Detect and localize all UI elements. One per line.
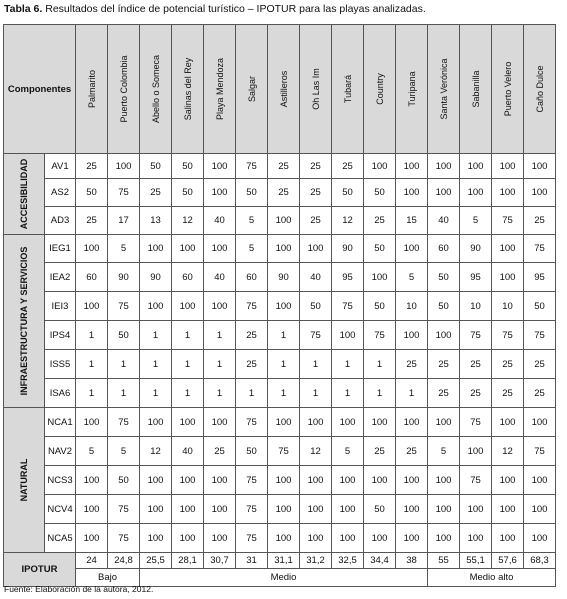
value-cell: 100 [492, 235, 524, 263]
row-code: NCV4 [45, 495, 76, 524]
value-cell: 60 [428, 235, 460, 263]
table-row [4, 408, 556, 437]
value-cell: 90 [332, 235, 364, 263]
value-cell: 12 [140, 437, 172, 466]
row-code: AV1 [45, 154, 76, 179]
value-cell: 5 [396, 263, 428, 292]
value-cell: 5 [236, 235, 268, 263]
value-cell: 25 [300, 207, 332, 235]
value-cell: 75 [300, 321, 332, 350]
value-cell: 100 [396, 408, 428, 437]
value-cell: 100 [332, 466, 364, 495]
value-cell: 100 [396, 321, 428, 350]
row-code: IEG1 [45, 235, 76, 263]
value-cell: 100 [76, 292, 108, 321]
value-cell: 50 [236, 179, 268, 207]
value-cell: 50 [364, 292, 396, 321]
value-cell: 1 [140, 379, 172, 408]
value-cell: 75 [236, 495, 268, 524]
value-cell: 10 [396, 292, 428, 321]
value-cell: 100 [332, 321, 364, 350]
beach-header: Country [364, 25, 396, 154]
value-cell: 1 [300, 379, 332, 408]
components-header: Componentes [4, 25, 76, 154]
value-cell: 25 [428, 350, 460, 379]
value-cell: 100 [300, 408, 332, 437]
ipotur-value: 24 [76, 553, 108, 569]
value-cell: 100 [460, 495, 492, 524]
table-caption [4, 3, 426, 15]
value-cell: 50 [172, 154, 204, 179]
value-cell: 50 [108, 321, 140, 350]
value-cell: 1 [172, 379, 204, 408]
value-cell: 100 [268, 466, 300, 495]
beach-header: Caño Dulce [524, 25, 556, 154]
value-cell: 50 [364, 179, 396, 207]
value-cell: 25 [76, 207, 108, 235]
value-cell: 1 [76, 350, 108, 379]
value-cell: 50 [236, 437, 268, 466]
value-cell: 5 [76, 437, 108, 466]
value-cell: 25 [524, 207, 556, 235]
value-cell: 12 [300, 437, 332, 466]
value-cell: 100 [396, 466, 428, 495]
value-cell: 100 [460, 154, 492, 179]
value-cell: 25 [268, 154, 300, 179]
value-cell: 100 [76, 466, 108, 495]
value-cell: 100 [428, 495, 460, 524]
value-cell: 100 [428, 408, 460, 437]
value-cell: 10 [492, 292, 524, 321]
value-cell: 75 [460, 408, 492, 437]
value-cell: 100 [428, 321, 460, 350]
ipotur-value: 31 [236, 553, 268, 569]
value-cell: 75 [492, 207, 524, 235]
value-cell: 100 [492, 466, 524, 495]
table-row [4, 154, 556, 179]
value-cell: 100 [140, 235, 172, 263]
value-cell: 100 [428, 524, 460, 553]
value-cell: 1 [300, 350, 332, 379]
value-cell: 75 [236, 466, 268, 495]
value-cell: 1 [204, 379, 236, 408]
value-cell: 75 [268, 437, 300, 466]
category-infraestructura: INFRAESTRUCTURA Y SERVICIOS [4, 235, 45, 408]
value-cell: 95 [460, 263, 492, 292]
value-cell: 25 [428, 379, 460, 408]
value-cell: 50 [364, 495, 396, 524]
value-cell: 75 [524, 437, 556, 466]
value-cell: 100 [204, 495, 236, 524]
value-cell: 100 [76, 495, 108, 524]
ipotur-value: 34,4 [364, 553, 396, 569]
beach-header: Tubará [332, 25, 364, 154]
value-cell: 1 [204, 350, 236, 379]
ipotur-value: 30,7 [204, 553, 236, 569]
value-cell: 100 [332, 524, 364, 553]
source-note: Fuente: Elaboración de la autora, 2012. [4, 584, 154, 594]
value-cell: 40 [204, 263, 236, 292]
beach-header: Astilleros [268, 25, 300, 154]
value-cell: 25 [364, 207, 396, 235]
ipotur-value: 28,1 [172, 553, 204, 569]
value-cell: 1 [172, 321, 204, 350]
value-cell: 75 [460, 321, 492, 350]
value-cell: 25 [460, 350, 492, 379]
row-code: ISA6 [45, 379, 76, 408]
value-cell: 100 [492, 408, 524, 437]
beach-header: Oh Las Im [300, 25, 332, 154]
value-cell: 25 [364, 437, 396, 466]
value-cell: 100 [396, 495, 428, 524]
value-cell: 75 [492, 321, 524, 350]
value-cell: 50 [364, 235, 396, 263]
value-cell: 60 [172, 263, 204, 292]
value-cell: 100 [204, 292, 236, 321]
ipotur-value: 31,1 [268, 553, 300, 569]
value-cell: 12 [172, 207, 204, 235]
value-cell: 100 [268, 207, 300, 235]
row-code: AD3 [45, 207, 76, 235]
value-cell: 100 [204, 524, 236, 553]
value-cell: 100 [396, 179, 428, 207]
value-cell: 100 [76, 235, 108, 263]
value-cell: 25 [236, 321, 268, 350]
value-cell: 100 [524, 495, 556, 524]
table-row [4, 437, 556, 466]
value-cell: 100 [204, 466, 236, 495]
ipotur-value: 55,1 [460, 553, 492, 569]
value-cell: 5 [332, 437, 364, 466]
value-cell: 75 [460, 466, 492, 495]
table-row [4, 207, 556, 235]
ipotur-table [3, 24, 556, 587]
value-cell: 100 [524, 179, 556, 207]
ipotur-row [4, 553, 556, 569]
ipotur-value: 57,6 [492, 553, 524, 569]
value-cell: 1 [172, 350, 204, 379]
value-cell: 1 [332, 379, 364, 408]
beach-header: Salgar [236, 25, 268, 154]
value-cell: 1 [268, 321, 300, 350]
value-cell: 25 [204, 437, 236, 466]
value-cell: 25 [140, 179, 172, 207]
value-cell: 95 [332, 263, 364, 292]
value-cell: 40 [300, 263, 332, 292]
value-cell: 1 [332, 350, 364, 379]
value-cell: 50 [76, 179, 108, 207]
value-cell: 50 [428, 292, 460, 321]
row-code: NCS3 [45, 466, 76, 495]
value-cell: 1 [268, 350, 300, 379]
value-cell: 25 [236, 350, 268, 379]
value-cell: 75 [108, 495, 140, 524]
table-row [4, 466, 556, 495]
value-cell: 100 [268, 408, 300, 437]
value-cell: 25 [524, 350, 556, 379]
value-cell: 75 [108, 408, 140, 437]
category-natural: NATURAL [4, 408, 45, 553]
value-cell: 100 [300, 524, 332, 553]
value-cell: 75 [524, 235, 556, 263]
row-code: NCA1 [45, 408, 76, 437]
value-cell: 100 [140, 466, 172, 495]
value-cell: 100 [492, 179, 524, 207]
ipotur-value: 32,5 [332, 553, 364, 569]
level-bajo: Bajo [76, 569, 140, 587]
value-cell: 75 [108, 179, 140, 207]
value-cell: 100 [204, 408, 236, 437]
value-cell: 25 [396, 437, 428, 466]
value-cell: 25 [460, 379, 492, 408]
value-cell: 5 [108, 437, 140, 466]
level-medio-alto: Medio alto [428, 569, 556, 587]
beach-header: Abello o Someca [140, 25, 172, 154]
value-cell: 1 [140, 321, 172, 350]
value-cell: 100 [172, 524, 204, 553]
table-row [4, 179, 556, 207]
value-cell: 100 [140, 292, 172, 321]
value-cell: 50 [300, 292, 332, 321]
ipotur-value: 31,2 [300, 553, 332, 569]
value-cell: 75 [236, 154, 268, 179]
value-cell: 100 [332, 408, 364, 437]
value-cell: 100 [396, 235, 428, 263]
value-cell: 17 [108, 207, 140, 235]
value-cell: 1 [236, 379, 268, 408]
value-cell: 100 [76, 408, 108, 437]
value-cell: 40 [172, 437, 204, 466]
value-cell: 100 [396, 154, 428, 179]
value-cell: 50 [524, 292, 556, 321]
value-cell: 100 [364, 154, 396, 179]
value-cell: 100 [204, 179, 236, 207]
value-cell: 100 [492, 263, 524, 292]
value-cell: 100 [364, 466, 396, 495]
value-cell: 50 [108, 466, 140, 495]
table-row [4, 524, 556, 553]
value-cell: 100 [428, 154, 460, 179]
value-cell: 12 [492, 437, 524, 466]
value-cell: 25 [524, 379, 556, 408]
value-cell: 5 [460, 207, 492, 235]
value-cell: 100 [364, 408, 396, 437]
value-cell: 100 [140, 408, 172, 437]
value-cell: 100 [76, 524, 108, 553]
value-cell: 50 [172, 179, 204, 207]
value-cell: 40 [428, 207, 460, 235]
value-cell: 75 [108, 524, 140, 553]
category-accesibilidad: ACCESIBILIDAD [4, 154, 45, 235]
value-cell: 100 [396, 524, 428, 553]
value-cell: 100 [524, 408, 556, 437]
value-cell: 90 [268, 263, 300, 292]
table-row [4, 292, 556, 321]
beach-header: Santa Verónica [428, 25, 460, 154]
value-cell: 100 [172, 235, 204, 263]
value-cell: 100 [172, 408, 204, 437]
value-cell: 50 [332, 179, 364, 207]
value-cell: 100 [460, 437, 492, 466]
value-cell: 25 [332, 154, 364, 179]
value-cell: 100 [364, 524, 396, 553]
caption-text: Resultados del índice de potencial turístico – IPOTUR para las playas analizadas. [42, 3, 426, 15]
ipotur-value: 38 [396, 553, 428, 569]
ipotur-value: 24,8 [108, 553, 140, 569]
row-code: IPS4 [45, 321, 76, 350]
value-cell: 100 [300, 466, 332, 495]
value-cell: 100 [428, 179, 460, 207]
value-cell: 100 [332, 495, 364, 524]
value-cell: 100 [108, 154, 140, 179]
row-code: IEA2 [45, 263, 76, 292]
beach-header: Salinas del Rey [172, 25, 204, 154]
value-cell: 75 [108, 292, 140, 321]
value-cell: 40 [204, 207, 236, 235]
value-cell: 90 [460, 235, 492, 263]
value-cell: 100 [172, 466, 204, 495]
value-cell: 100 [172, 292, 204, 321]
table-row [4, 235, 556, 263]
value-cell: 100 [204, 235, 236, 263]
table-row [4, 263, 556, 292]
value-cell: 100 [492, 154, 524, 179]
value-cell: 25 [300, 154, 332, 179]
ipotur-label: IPOTUR [4, 553, 76, 587]
value-cell: 15 [396, 207, 428, 235]
value-cell: 12 [332, 207, 364, 235]
value-cell: 100 [172, 495, 204, 524]
value-cell: 13 [140, 207, 172, 235]
value-cell: 100 [460, 524, 492, 553]
value-cell: 100 [204, 154, 236, 179]
beach-header: Sabanilla [460, 25, 492, 154]
value-cell: 5 [428, 437, 460, 466]
value-cell: 75 [332, 292, 364, 321]
value-cell: 1 [108, 350, 140, 379]
value-cell: 100 [268, 524, 300, 553]
value-cell: 90 [140, 263, 172, 292]
value-cell: 100 [524, 466, 556, 495]
table-row [4, 379, 556, 408]
level-medio: Medio [140, 569, 428, 587]
value-cell: 100 [460, 179, 492, 207]
table-row [4, 321, 556, 350]
value-cell: 25 [268, 179, 300, 207]
beach-header: Puerto Colombia [108, 25, 140, 154]
value-cell: 1 [396, 379, 428, 408]
row-code: NAV2 [45, 437, 76, 466]
row-code: AS2 [45, 179, 76, 207]
table-row [4, 495, 556, 524]
value-cell: 100 [140, 495, 172, 524]
value-cell: 90 [108, 263, 140, 292]
value-cell: 25 [396, 350, 428, 379]
value-cell: 100 [300, 235, 332, 263]
value-cell: 100 [364, 263, 396, 292]
value-cell: 75 [236, 524, 268, 553]
value-cell: 75 [524, 321, 556, 350]
value-cell: 1 [268, 379, 300, 408]
value-cell: 1 [364, 379, 396, 408]
ipotur-value: 25,5 [140, 553, 172, 569]
value-cell: 10 [460, 292, 492, 321]
value-cell: 1 [364, 350, 396, 379]
row-code: IEI3 [45, 292, 76, 321]
beach-header: Turipana [396, 25, 428, 154]
value-cell: 100 [524, 524, 556, 553]
value-cell: 95 [524, 263, 556, 292]
table-row [4, 350, 556, 379]
value-cell: 25 [300, 179, 332, 207]
value-cell: 1 [76, 321, 108, 350]
value-cell: 25 [492, 350, 524, 379]
value-cell: 25 [76, 154, 108, 179]
caption-label: Tabla 6. [4, 3, 43, 15]
beach-header: Playa Mendoza [204, 25, 236, 154]
value-cell: 50 [428, 263, 460, 292]
value-cell: 100 [140, 524, 172, 553]
value-cell: 25 [492, 379, 524, 408]
value-cell: 1 [140, 350, 172, 379]
value-cell: 1 [204, 321, 236, 350]
value-cell: 75 [236, 408, 268, 437]
value-cell: 100 [300, 495, 332, 524]
value-cell: 100 [428, 466, 460, 495]
value-cell: 5 [108, 235, 140, 263]
ipotur-value: 68,3 [524, 553, 556, 569]
header-row [4, 25, 556, 154]
value-cell: 5 [236, 207, 268, 235]
beach-header: Palmarito [76, 25, 108, 154]
value-cell: 100 [492, 495, 524, 524]
ipotur-value: 55 [428, 553, 460, 569]
row-code: NCA5 [45, 524, 76, 553]
value-cell: 100 [268, 495, 300, 524]
value-cell: 60 [76, 263, 108, 292]
value-cell: 50 [140, 154, 172, 179]
beach-header: Puerto Velero [492, 25, 524, 154]
value-cell: 100 [524, 154, 556, 179]
value-cell: 100 [268, 292, 300, 321]
value-cell: 1 [108, 379, 140, 408]
value-cell: 60 [236, 263, 268, 292]
value-cell: 100 [268, 235, 300, 263]
value-cell: 75 [364, 321, 396, 350]
value-cell: 100 [492, 524, 524, 553]
value-cell: 75 [236, 292, 268, 321]
row-code: ISS5 [45, 350, 76, 379]
value-cell: 1 [76, 379, 108, 408]
